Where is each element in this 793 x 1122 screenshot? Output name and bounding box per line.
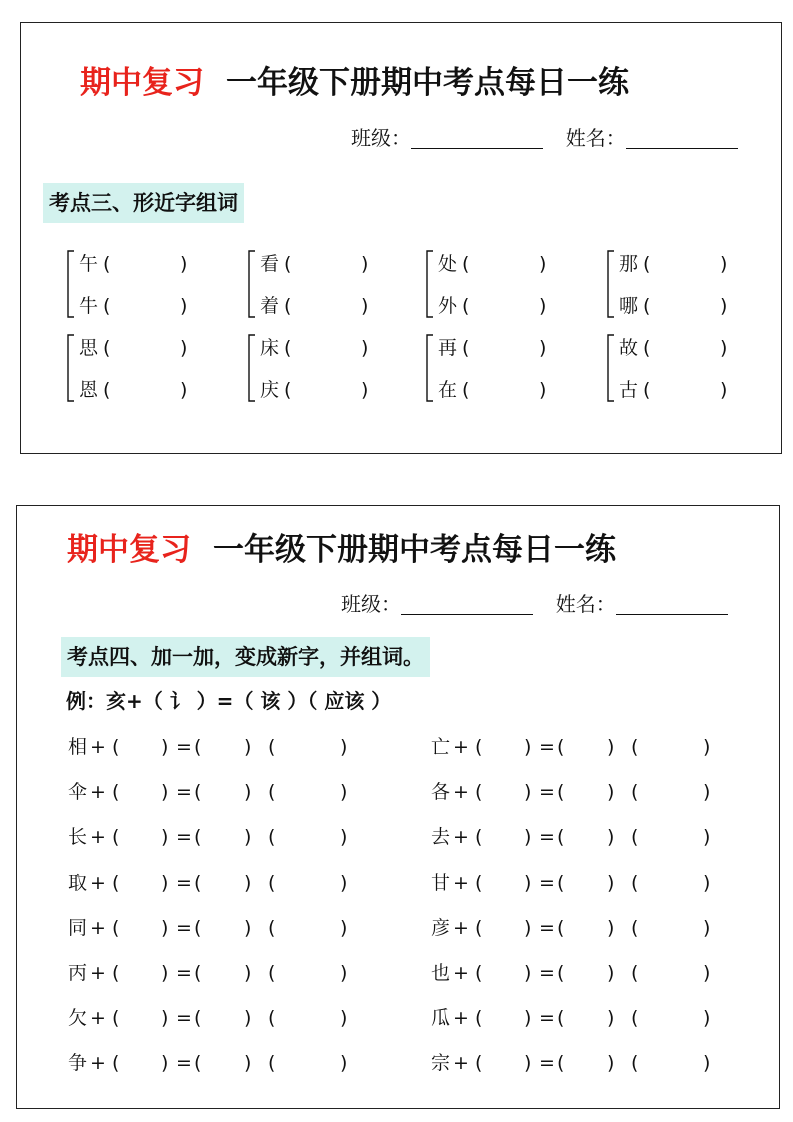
card2-class-label: 班级： xyxy=(341,592,401,616)
plus-sign: + xyxy=(453,1052,469,1075)
open-paren: ( xyxy=(194,826,202,849)
open-paren: ( xyxy=(475,826,483,849)
plus-sign: + xyxy=(453,1007,469,1030)
pair-char: 哪 xyxy=(619,295,639,317)
open-paren: ( xyxy=(557,962,565,984)
equals-sign: = xyxy=(539,871,555,894)
equals-sign: = xyxy=(176,916,192,939)
close-paren: ) xyxy=(524,826,532,849)
open-paren: ( xyxy=(475,962,483,984)
bracket-icon xyxy=(424,333,434,403)
open-paren: ( xyxy=(284,337,292,359)
close-paren: ) xyxy=(539,295,547,317)
base-char: 丙 xyxy=(68,962,88,984)
base-char: 亡 xyxy=(431,736,451,758)
close-paren: ) xyxy=(161,962,169,984)
close-paren: ) xyxy=(524,962,532,984)
close-paren: ) xyxy=(524,1007,532,1030)
addition-row[interactable] xyxy=(431,869,761,897)
open-paren: ( xyxy=(631,826,639,849)
equals-sign: = xyxy=(539,736,555,758)
equals-sign: = xyxy=(539,781,555,804)
close-paren: ) xyxy=(539,379,547,401)
close-paren: ) xyxy=(340,871,348,894)
pair-char: 在 xyxy=(438,379,458,401)
equals-sign: = xyxy=(539,916,555,939)
card2-student-info xyxy=(341,590,728,618)
worksheet-card-1 xyxy=(20,22,782,454)
base-char: 宗 xyxy=(431,1052,451,1075)
base-char: 争 xyxy=(68,1052,88,1075)
close-paren: ) xyxy=(361,253,369,275)
plus-sign: + xyxy=(90,1007,106,1030)
open-paren: ( xyxy=(643,379,651,401)
close-paren: ) xyxy=(607,736,615,758)
close-paren: ) xyxy=(161,781,169,804)
open-paren: ( xyxy=(557,1052,565,1075)
open-paren: ( xyxy=(194,916,202,939)
open-paren: ( xyxy=(112,1052,120,1075)
open-paren: ( xyxy=(475,1007,483,1030)
equals-sign: = xyxy=(176,826,192,849)
close-paren: ) xyxy=(161,1007,169,1030)
open-paren: ( xyxy=(475,1052,483,1075)
close-paren: ) xyxy=(539,253,547,275)
close-paren: ) xyxy=(180,337,188,359)
open-paren: ( xyxy=(194,736,202,758)
open-paren: ( xyxy=(112,1007,120,1030)
open-paren: ( xyxy=(462,337,470,359)
base-char: 取 xyxy=(68,871,88,894)
close-paren: ) xyxy=(607,781,615,804)
open-paren: ( xyxy=(112,736,120,758)
pair-char: 外 xyxy=(438,295,458,317)
equals-sign: = xyxy=(176,962,192,984)
close-paren: ) xyxy=(340,826,348,849)
open-paren: ( xyxy=(112,962,120,984)
open-paren: ( xyxy=(557,1007,565,1030)
addition-row[interactable] xyxy=(68,733,398,761)
pair-char: 思 xyxy=(79,337,99,359)
close-paren: ) xyxy=(161,1052,169,1075)
open-paren: ( xyxy=(475,871,483,894)
pair-word[interactable] xyxy=(619,377,728,403)
pair-word[interactable] xyxy=(79,335,188,361)
pair-word[interactable] xyxy=(438,377,547,403)
word-pair xyxy=(65,243,215,323)
pair-word[interactable] xyxy=(438,293,547,319)
close-paren: ) xyxy=(161,871,169,894)
open-paren: ( xyxy=(643,295,651,317)
bracket-icon xyxy=(605,249,615,319)
plus-sign: + xyxy=(90,826,106,849)
equals-sign: = xyxy=(539,826,555,849)
plus-sign: + xyxy=(453,962,469,984)
equals-sign: = xyxy=(539,1052,555,1075)
pair-word[interactable] xyxy=(260,335,369,361)
close-paren: ) xyxy=(524,781,532,804)
open-paren: ( xyxy=(631,1007,639,1030)
pair-word[interactable] xyxy=(619,335,728,361)
pair-char: 故 xyxy=(619,337,639,359)
open-paren: ( xyxy=(643,337,651,359)
pair-word[interactable] xyxy=(260,251,369,277)
base-char: 各 xyxy=(431,781,451,804)
open-paren: ( xyxy=(462,379,470,401)
plus-sign: + xyxy=(90,871,106,894)
plus-sign: + xyxy=(453,781,469,804)
bracket-icon xyxy=(246,249,256,319)
close-paren: ) xyxy=(180,295,188,317)
close-paren: ) xyxy=(703,916,711,939)
open-paren: ( xyxy=(462,295,470,317)
pair-char: 那 xyxy=(619,253,639,275)
close-paren: ) xyxy=(244,1052,252,1075)
card2-name-blank[interactable] xyxy=(616,594,728,615)
base-char: 也 xyxy=(431,962,451,984)
open-paren: ( xyxy=(284,379,292,401)
open-paren: ( xyxy=(103,337,111,359)
close-paren: ) xyxy=(244,781,252,804)
addition-row[interactable] xyxy=(68,1049,398,1077)
close-paren: ) xyxy=(524,1052,532,1075)
open-paren: ( xyxy=(194,871,202,894)
close-paren: ) xyxy=(720,379,728,401)
pair-word[interactable] xyxy=(438,251,547,277)
open-paren: ( xyxy=(103,295,111,317)
open-paren: ( xyxy=(631,962,639,984)
open-paren: ( xyxy=(557,736,565,758)
open-paren: ( xyxy=(557,871,565,894)
open-paren: ( xyxy=(268,916,276,939)
pair-word[interactable] xyxy=(619,251,728,277)
close-paren: ) xyxy=(703,1007,711,1030)
card2-title-red: 期中复习 xyxy=(67,532,191,568)
card1-class-blank[interactable] xyxy=(411,128,543,149)
base-char: 欠 xyxy=(68,1007,88,1030)
close-paren: ) xyxy=(607,916,615,939)
addition-row[interactable] xyxy=(68,959,398,987)
open-paren: ( xyxy=(631,781,639,804)
open-paren: ( xyxy=(284,253,292,275)
close-paren: ) xyxy=(244,1007,252,1030)
open-paren: ( xyxy=(103,253,111,275)
bracket-icon xyxy=(424,249,434,319)
close-paren: ) xyxy=(607,826,615,849)
close-paren: ) xyxy=(340,736,348,758)
pair-char: 庆 xyxy=(260,379,280,401)
base-char: 同 xyxy=(68,916,88,939)
equals-sign: = xyxy=(176,871,192,894)
bracket-icon xyxy=(605,333,615,403)
plus-sign: + xyxy=(90,916,106,939)
open-paren: ( xyxy=(268,736,276,758)
base-char: 长 xyxy=(68,826,88,849)
open-paren: ( xyxy=(194,1052,202,1075)
addition-row[interactable] xyxy=(68,778,398,806)
open-paren: ( xyxy=(268,1007,276,1030)
close-paren: ) xyxy=(244,871,252,894)
open-paren: ( xyxy=(557,826,565,849)
close-paren: ) xyxy=(180,379,188,401)
base-char: 相 xyxy=(68,736,88,758)
close-paren: ) xyxy=(524,871,532,894)
close-paren: ) xyxy=(607,962,615,984)
pair-char: 处 xyxy=(438,253,458,275)
equals-sign: = xyxy=(539,962,555,984)
open-paren: ( xyxy=(112,826,120,849)
open-paren: ( xyxy=(103,379,111,401)
open-paren: ( xyxy=(631,1052,639,1075)
addition-row[interactable] xyxy=(431,1049,761,1077)
open-paren: ( xyxy=(194,781,202,804)
word-pair xyxy=(246,327,396,407)
pair-word[interactable] xyxy=(619,293,728,319)
close-paren: ) xyxy=(244,916,252,939)
pair-char: 古 xyxy=(619,379,639,401)
close-paren: ) xyxy=(161,736,169,758)
close-paren: ) xyxy=(340,781,348,804)
close-paren: ) xyxy=(720,253,728,275)
plus-sign: + xyxy=(453,871,469,894)
open-paren: ( xyxy=(268,871,276,894)
close-paren: ) xyxy=(340,1007,348,1030)
open-paren: ( xyxy=(112,916,120,939)
word-pair xyxy=(424,243,574,323)
pair-char: 床 xyxy=(260,337,280,359)
close-paren: ) xyxy=(340,1052,348,1075)
addition-row[interactable] xyxy=(431,823,761,851)
addition-row[interactable] xyxy=(68,869,398,897)
open-paren: ( xyxy=(112,871,120,894)
pair-char: 午 xyxy=(79,253,99,275)
card1-student-info xyxy=(351,124,738,152)
word-pair xyxy=(65,327,215,407)
close-paren: ) xyxy=(539,337,547,359)
open-paren: ( xyxy=(557,916,565,939)
pair-word[interactable] xyxy=(438,335,547,361)
plus-sign: + xyxy=(453,736,469,758)
close-paren: ) xyxy=(720,295,728,317)
open-paren: ( xyxy=(631,871,639,894)
card1-title-black: 一年级下册期中考点每日一练 xyxy=(226,65,629,101)
card2-title xyxy=(67,530,616,570)
close-paren: ) xyxy=(161,826,169,849)
word-pair xyxy=(246,243,396,323)
close-paren: ) xyxy=(524,736,532,758)
card1-title-red: 期中复习 xyxy=(80,65,204,101)
base-char: 去 xyxy=(431,826,451,849)
open-paren: ( xyxy=(557,781,565,804)
close-paren: ) xyxy=(340,916,348,939)
open-paren: ( xyxy=(194,1007,202,1030)
close-paren: ) xyxy=(340,962,348,984)
pair-char: 牛 xyxy=(79,295,99,317)
addition-row[interactable] xyxy=(431,1004,761,1032)
card1-class-label: 班级： xyxy=(351,126,411,150)
bracket-icon xyxy=(65,333,75,403)
open-paren: ( xyxy=(268,826,276,849)
close-paren: ) xyxy=(703,781,711,804)
close-paren: ) xyxy=(703,826,711,849)
card2-title-black: 一年级下册期中考点每日一练 xyxy=(213,532,616,568)
open-paren: ( xyxy=(194,962,202,984)
close-paren: ) xyxy=(703,962,711,984)
equals-sign: = xyxy=(176,781,192,804)
card2-name-label: 姓名： xyxy=(555,592,616,616)
close-paren: ) xyxy=(703,871,711,894)
base-char: 伞 xyxy=(68,781,88,804)
close-paren: ) xyxy=(607,871,615,894)
open-paren: ( xyxy=(475,916,483,939)
addition-row[interactable] xyxy=(431,778,761,806)
plus-sign: + xyxy=(453,826,469,849)
addition-row[interactable] xyxy=(431,914,761,942)
base-char: 彦 xyxy=(431,916,451,939)
bracket-icon xyxy=(246,333,256,403)
close-paren: ) xyxy=(720,337,728,359)
card1-title xyxy=(80,63,629,103)
pair-char: 看 xyxy=(260,253,280,275)
card2-class-blank[interactable] xyxy=(401,594,533,615)
open-paren: ( xyxy=(643,253,651,275)
base-char: 甘 xyxy=(431,871,451,894)
close-paren: ) xyxy=(361,379,369,401)
pair-word[interactable] xyxy=(79,251,188,277)
word-pair xyxy=(605,327,755,407)
open-paren: ( xyxy=(475,781,483,804)
close-paren: ) xyxy=(703,736,711,758)
card1-section-heading: 考点三、形近字组词 xyxy=(43,183,244,223)
close-paren: ) xyxy=(244,736,252,758)
open-paren: ( xyxy=(268,781,276,804)
plus-sign: + xyxy=(90,736,106,758)
card2-example: 例：亥+（ 讠 ）=（ 该 ）（ 应该 ） xyxy=(66,689,392,713)
close-paren: ) xyxy=(244,962,252,984)
base-char: 瓜 xyxy=(431,1007,451,1030)
close-paren: ) xyxy=(607,1007,615,1030)
close-paren: ) xyxy=(361,295,369,317)
addition-row[interactable] xyxy=(68,914,398,942)
addition-row[interactable] xyxy=(431,959,761,987)
card1-name-label: 姓名： xyxy=(565,126,626,150)
open-paren: ( xyxy=(112,781,120,804)
close-paren: ) xyxy=(361,337,369,359)
close-paren: ) xyxy=(244,826,252,849)
pair-word[interactable] xyxy=(79,293,188,319)
plus-sign: + xyxy=(90,1052,106,1075)
open-paren: ( xyxy=(475,736,483,758)
close-paren: ) xyxy=(161,916,169,939)
open-paren: ( xyxy=(268,1052,276,1075)
plus-sign: + xyxy=(90,781,106,804)
plus-sign: + xyxy=(90,962,106,984)
card2-section-heading: 考点四、加一加，变成新字，并组词。 xyxy=(61,637,430,677)
open-paren: ( xyxy=(462,253,470,275)
close-paren: ) xyxy=(524,916,532,939)
close-paren: ) xyxy=(703,1052,711,1075)
open-paren: ( xyxy=(284,295,292,317)
pair-char: 着 xyxy=(260,295,280,317)
addition-row[interactable] xyxy=(68,823,398,851)
addition-row[interactable] xyxy=(68,1004,398,1032)
pair-char: 再 xyxy=(438,337,458,359)
word-pair xyxy=(424,327,574,407)
open-paren: ( xyxy=(268,962,276,984)
word-pair xyxy=(605,243,755,323)
pair-word[interactable] xyxy=(260,293,369,319)
equals-sign: = xyxy=(176,1007,192,1030)
bracket-icon xyxy=(65,249,75,319)
pair-word[interactable] xyxy=(79,377,188,403)
card1-name-blank[interactable] xyxy=(626,128,738,149)
equals-sign: = xyxy=(539,1007,555,1030)
addition-row[interactable] xyxy=(431,733,761,761)
open-paren: ( xyxy=(631,916,639,939)
open-paren: ( xyxy=(631,736,639,758)
pair-char: 恩 xyxy=(79,379,99,401)
plus-sign: + xyxy=(453,916,469,939)
close-paren: ) xyxy=(180,253,188,275)
close-paren: ) xyxy=(607,1052,615,1075)
equals-sign: = xyxy=(176,1052,192,1075)
equals-sign: = xyxy=(176,736,192,758)
pair-word[interactable] xyxy=(260,377,369,403)
